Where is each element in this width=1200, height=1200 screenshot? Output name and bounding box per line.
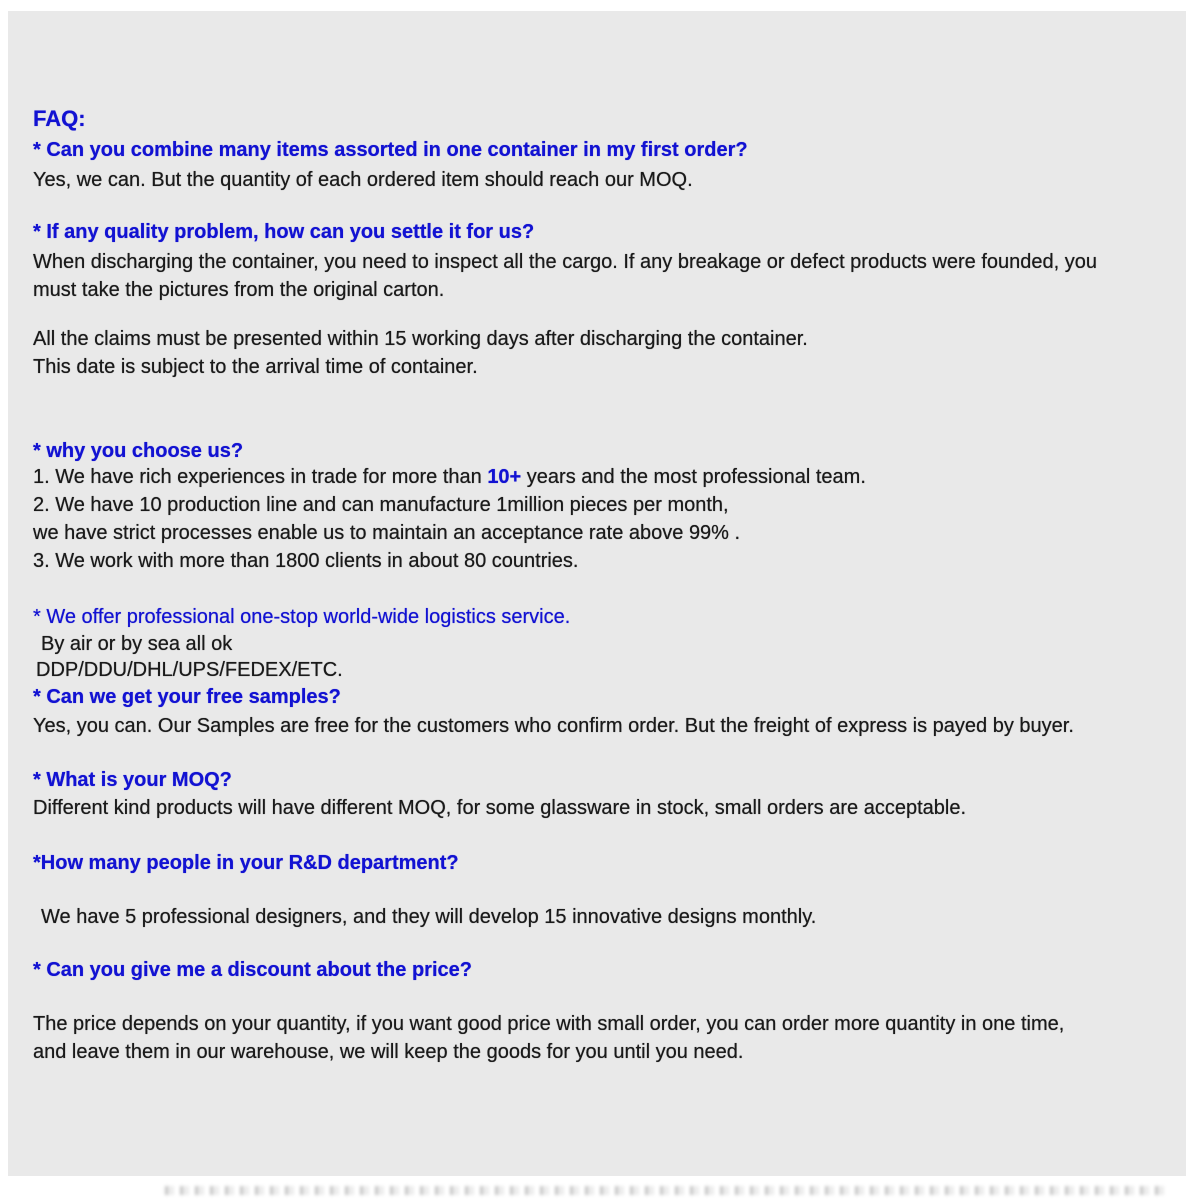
answer-discount-line1: The price depends on your quantity, if you want good price with small order, you can order more quantity in one time, [33,1013,1065,1035]
answer-moq: Different kind products will have different MOQ, for some glassware in stock, small orders are acceptable. [33,797,966,819]
question-free-samples: * Can we get your free samples? [33,686,341,708]
why-point-1-pre: 1. We have rich experiences in trade for more than [33,466,488,488]
why-point-1-highlight: 10+ [487,466,522,488]
logistics-carriers: DDP/DDU/DHL/UPS/FEDEX/ETC. [36,659,343,681]
claims-note-line1: All the claims must be presented within 15 working days after discharging the container. [33,328,808,350]
question-combine-items: * Can you combine many items assorted in one container in my first order? [33,139,748,161]
answer-quality-problem-line2: must take the pictures from the original carton. [33,279,445,301]
question-rd-department: *How many people in your R&D department? [33,852,459,874]
answer-quality-problem-line1: When discharging the container, you need to inspect all the cargo. If any breakage or defect products were founded, you [33,251,1098,273]
faq-title: FAQ: [33,106,86,131]
answer-combine-items: Yes, we can. But the quantity of each ordered item should reach our MOQ. [33,169,693,191]
why-point-4: 3. We work with more than 1800 clients in about 80 countries. [33,550,579,572]
question-why-choose-us: * why you choose us? [33,440,244,462]
question-quality-problem: * If any quality problem, how can you settle it for us? [33,221,535,243]
why-point-1-post: years and the most professional team. [521,466,866,488]
statement-logistics-service: * We offer professional one-stop world-wide logistics service. [33,606,571,628]
answer-rd-department: We have 5 professional designers, and they will develop 15 innovative designs monthly. [41,906,817,928]
why-point-2: 2. We have 10 production line and can manufacture 1million pieces per month, [33,494,729,516]
answer-discount-line2: and leave them in our warehouse, we will keep the goods for you until you need. [33,1041,744,1063]
cropped-next-row-artifact [165,1186,1165,1195]
why-point-1 [33,463,866,491]
answer-free-samples: Yes, you can. Our Samples are free for the customers who confirm order. But the freight of express is payed by buyer. [33,715,1074,737]
why-point-3: we have strict processes enable us to maintain an acceptance rate above 99% . [33,522,741,544]
content-panel [8,11,1186,1176]
logistics-air-sea: By air or by sea all ok [41,633,233,655]
claims-note-line2: This date is subject to the arrival time of container. [33,356,478,378]
question-moq: * What is your MOQ? [33,769,232,791]
question-discount: * Can you give me a discount about the price? [33,959,472,981]
